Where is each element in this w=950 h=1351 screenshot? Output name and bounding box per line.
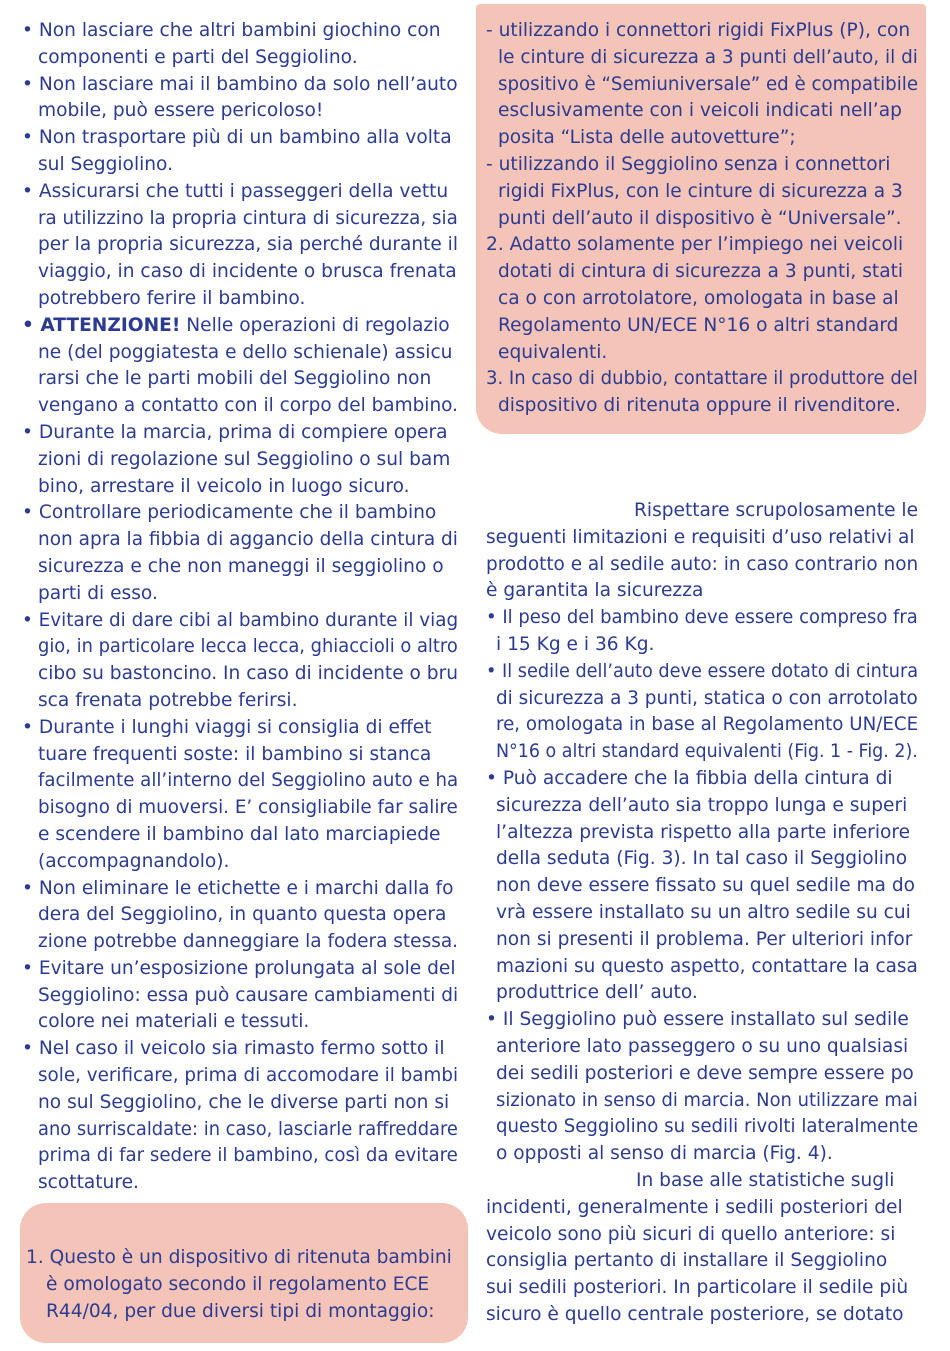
right-column-line: [486, 605, 918, 632]
line-text: ca o con arrotolatore, omologata in base al: [498, 287, 899, 309]
line-text: dei sedili posteriori e deve sempre essere po: [496, 1062, 914, 1084]
line-text: e scendere il bambino dal lato marciapiede: [38, 823, 441, 845]
line-text: vengano a contatto con il corpo del bambino.: [38, 395, 458, 417]
right-box-line: [486, 366, 918, 393]
line-text: sca frenata potrebbe ferirsi.: [38, 689, 298, 711]
line-text: o opposti al senso di marcia (Fig. 4).: [496, 1143, 833, 1165]
line-text: (accompagnandolo).: [38, 850, 230, 872]
right-box-line: [486, 179, 918, 206]
right-column-line: [486, 980, 918, 1007]
line-text: re, omologata in base al Regolamento UN/ECE: [496, 714, 919, 736]
line-text: le cinture di sicurezza a 3 punti dell’auto, il di: [498, 46, 918, 68]
right-box-text: [486, 18, 918, 420]
left-column-line: [22, 1143, 458, 1170]
left-box-line: [26, 1245, 458, 1272]
right-column-line: [486, 578, 918, 605]
line-text: Seggiolino: essa può causare cambiamenti di: [38, 984, 459, 1006]
right-column-line: [486, 1114, 918, 1141]
line-text: i 15 Kg e i 36 Kg.: [496, 633, 655, 655]
right-box-line: [486, 313, 918, 340]
line-text: 2. Adatto solamente per l’impiego nei veicoli: [486, 234, 904, 256]
line-text: • Non lasciare mai il bambino da solo nell’auto: [22, 73, 458, 95]
left-column-line: [22, 983, 458, 1010]
left-column-line: [22, 232, 458, 259]
line-text: • Controllare periodicamente che il bambino: [22, 502, 437, 524]
right-column-line: [486, 498, 918, 525]
line-text: componenti e parti del Seggiolino.: [38, 46, 358, 68]
right-column-line: [486, 686, 918, 713]
line-text: R44/04, per due diversi tipi di montaggio:: [46, 1300, 435, 1322]
line-text: scottature.: [38, 1172, 139, 1194]
line-text: - utilizzando i connettori rigidi FixPlus (P), con: [486, 20, 911, 41]
line-text: • Evitare un’esposizione prolungata al sole del: [22, 957, 456, 979]
right-box-line: [486, 206, 918, 233]
line-text: non deve essere fissato su quel sedile ma do: [496, 875, 916, 897]
left-column-line: [22, 447, 458, 474]
right-box-line: [486, 259, 918, 286]
line-text: 1. Questo è un dispositivo di ritenuta bambini: [26, 1247, 452, 1268]
line-text: • Il peso del bambino deve essere compreso fra: [486, 607, 918, 629]
line-text: seguenti limitazioni e requisiti d’uso relativi al: [486, 526, 915, 548]
right-column-line: [486, 632, 918, 659]
right-box-line: [486, 125, 918, 152]
line-text: Regolamento UN/ECE N°16 o altri standard: [498, 314, 899, 336]
line-text: Rispettare scrupolosamente le: [634, 500, 919, 521]
left-column-line: [22, 688, 458, 715]
line-text: dispositivo di ritenuta oppure il rivenditore.: [498, 395, 901, 417]
line-text: equivalenti.: [498, 341, 608, 363]
line-text: posita “Lista delle autovetture”;: [498, 127, 796, 149]
line-text: sicurezza e che non maneggi il seggiolino o: [38, 555, 444, 577]
left-column-line: [22, 1063, 458, 1090]
line-text: zioni di regolazione sul Seggiolino o sul bam: [38, 448, 451, 470]
line-text: sicuro è quello centrale posteriore, se dotato: [486, 1303, 904, 1325]
line-text: incidenti, generalmente i sedili posteriori del: [486, 1196, 903, 1218]
right-box-line: [486, 72, 918, 99]
line-text: colore nei materiali e tessuti.: [38, 1011, 310, 1033]
line-text: • Non eliminare le etichette e i marchi dalla fo: [22, 877, 454, 899]
left-column-line: [22, 527, 458, 554]
line-text: sui sedili posteriori. In particolare il sedile più: [486, 1277, 909, 1299]
line-text: anteriore lato passeggero o su uno qualsiasi: [496, 1035, 909, 1057]
right-column-line: [486, 525, 918, 552]
line-text: sicurezza dell’auto sia troppo lunga e superi: [496, 794, 908, 816]
line-text: 3. In caso di dubbio, contattare il produttore del: [486, 368, 918, 390]
left-column-line: [22, 366, 458, 393]
left-column-line: [22, 179, 458, 206]
line-text: sul Seggiolino.: [38, 153, 174, 175]
line-text: sole, verificare, prima di accomodare il bambi: [38, 1065, 459, 1087]
right-column-line: [486, 846, 918, 873]
line-text: di sicurezza a 3 punti, statica o con arrotolato: [496, 687, 918, 709]
right-column-line: [486, 900, 918, 927]
right-column-line: [486, 1275, 918, 1302]
line-text: • Non lasciare che altri bambini giochino con: [22, 20, 441, 41]
line-text: - utilizzando il Seggiolino senza i connettori: [486, 153, 891, 175]
left-column-line: [22, 98, 458, 125]
left-column-line: [22, 152, 458, 179]
line-text: • Durante i lunghi viaggi si consiglia di effet: [22, 716, 432, 738]
right-column-line: [486, 1195, 918, 1222]
left-column-line: [22, 634, 458, 661]
right-box-line: [486, 45, 918, 72]
left-column-line: [22, 72, 458, 99]
left-column-line: [22, 795, 458, 822]
line-text: • Il Seggiolino può essere installato sul sedile: [486, 1009, 909, 1031]
left-column-line: [22, 715, 458, 742]
left-column-line: [22, 1170, 458, 1197]
line-text: In base alle statistiche sugli: [636, 1169, 895, 1191]
right-box-line: [486, 393, 918, 420]
line-text: non si presenti il problema. Per ulteriori infor: [496, 928, 913, 950]
left-column-line: [22, 313, 458, 340]
right-column-line: [486, 1222, 918, 1249]
line-text: dera del Seggiolino, in quanto questa opera: [38, 904, 447, 926]
line-text: mobile, può essere pericoloso!: [38, 100, 324, 122]
line-text: esclusivamente con i veicoli indicati nell’ap: [498, 100, 902, 122]
right-column-line: [486, 739, 918, 766]
line-text: • Non trasportare più di un bambino alla volta: [22, 127, 452, 149]
line-text: punti dell’auto il dispositivo è “Universale”.: [498, 207, 902, 229]
right-column-line: [486, 712, 918, 739]
left-box-text: [26, 1245, 458, 1325]
left-column-line: [22, 286, 458, 313]
line-text: spositivo è “Semiuniversale” ed è compatibile: [498, 73, 919, 95]
left-column-line: [22, 206, 458, 233]
right-column-line: [486, 659, 918, 686]
line-text: sizionato in senso di marcia. Non utilizzare mai: [496, 1089, 918, 1111]
line-text: cibo su bastoncino. In caso di incidente o bru: [38, 663, 459, 685]
right-column-line: [486, 820, 918, 847]
left-column-line: [22, 768, 458, 795]
line-text: zione potrebbe danneggiare la fodera stessa.: [38, 931, 459, 953]
line-text: è omologato secondo il regolamento ECE: [46, 1273, 430, 1295]
line-text: non apra la fibbia di aggancio della cintura di: [38, 529, 458, 551]
left-column-line: [22, 608, 458, 635]
line-text: ano surriscaldate: in caso, lasciarle raffreddare: [38, 1118, 458, 1140]
left-column-line: [22, 340, 458, 367]
line-text: consiglia pertanto di installare il Seggiolino: [486, 1250, 888, 1272]
left-box-line: [26, 1299, 458, 1326]
line-text: prima di far sedere il bambino, così da evitare: [38, 1145, 458, 1167]
left-column-line: [22, 45, 458, 72]
line-text: N°16 o altri standard equivalenti (Fig. 1 - Fig. 2).: [496, 741, 918, 763]
line-text: prodotto e al sedile auto: in caso contrario non: [486, 553, 919, 575]
line-text: bino, arrestare il veicolo in luogo sicuro.: [38, 475, 410, 497]
line-text: ra utilizzino la propria cintura di sicurezza, sia: [38, 207, 458, 229]
left-column-line: [22, 1090, 458, 1117]
left-column-line: [22, 822, 458, 849]
left-column-line: [22, 420, 458, 447]
line-text: • Nel caso il veicolo sia rimasto fermo sotto il: [22, 1038, 445, 1060]
left-column-line: [22, 1036, 458, 1063]
left-column-line: [22, 581, 458, 608]
line-text: • Evitare di dare cibi al bambino durante il viag: [22, 609, 459, 631]
right-column-line: [486, 1302, 918, 1329]
right-column-line: [486, 954, 918, 981]
line-text: no sul Seggiolino, che le diverse parti non si: [38, 1091, 450, 1113]
line-text: tuare frequenti soste: il bambino si stanca: [38, 743, 432, 765]
left-column-line: [22, 554, 458, 581]
line-text: • Il sedile dell’auto deve essere dotato di cintura: [486, 660, 919, 682]
left-column-line: [22, 956, 458, 983]
right-column-line: [486, 1034, 918, 1061]
line-text: • Può accadere che la fibbia della cintura di: [486, 767, 893, 789]
line-text: • Durante la marcia, prima di compiere opera: [22, 421, 448, 443]
right-column-line: [486, 1061, 918, 1088]
left-column-line: [22, 393, 458, 420]
line-text: gio, in particolare lecca lecca, ghiaccioli o altro: [38, 636, 458, 658]
left-column-line: [22, 259, 458, 286]
left-column-line: [22, 1009, 458, 1036]
line-text: • Assicurarsi che tutti i passeggeri della vettu: [22, 180, 449, 202]
line-text: questo Seggiolino su sedili rivolti lateralmente: [496, 1116, 919, 1138]
attention-label: • ATTENZIONE!: [22, 314, 181, 336]
left-column-line: [22, 849, 458, 876]
left-column-line: [22, 125, 458, 152]
left-column-warnings: [22, 18, 458, 1197]
left-column-line: [22, 661, 458, 688]
right-box-line: [486, 18, 918, 45]
left-column-line: [22, 742, 458, 769]
right-column-line: [486, 1248, 918, 1275]
line-text: parti di esso.: [38, 582, 158, 604]
right-box-line: [486, 98, 918, 125]
left-column-line: [22, 876, 458, 903]
left-column-line: [22, 474, 458, 501]
right-column-line: [486, 1141, 918, 1168]
right-column-line: [486, 766, 918, 793]
right-column-line: [486, 873, 918, 900]
line-text: Nelle operazioni di regolazio: [186, 314, 450, 336]
left-column-line: [22, 929, 458, 956]
line-text: mazioni su questo aspetto, contattare la casa: [496, 955, 918, 977]
line-text: vrà essere installato su un altro sedile su cui: [496, 901, 911, 923]
right-column-line: [486, 927, 918, 954]
left-column-line: [22, 500, 458, 527]
line-text: bisogno di muoversi. E’ consigliabile far salire: [38, 797, 458, 819]
left-column-line: [22, 902, 458, 929]
right-column-line: [486, 1088, 918, 1115]
right-column-line: [486, 1168, 918, 1195]
line-text: veicolo sono più sicuri di quello anteriore: si: [486, 1223, 896, 1245]
line-text: facilmente all’interno del Seggiolino auto e ha: [38, 770, 459, 792]
line-text: per la propria sicurezza, sia perché durante il: [38, 234, 458, 256]
right-box-line: [486, 340, 918, 367]
line-text: produttrice dell’ auto.: [496, 982, 698, 1004]
line-text: rarsi che le parti mobili del Seggiolino non: [38, 368, 432, 390]
line-text: l’altezza prevista rispetto alla parte inferiore: [496, 821, 911, 843]
line-text: potrebbero ferire il bambino.: [38, 287, 306, 309]
right-column-requirements: [486, 498, 918, 1329]
line-text: rigidi FixPlus, con le cinture di sicurezza a 3: [498, 180, 903, 202]
right-box-line: [486, 152, 918, 179]
line-text: è garantita la sicurezza: [486, 580, 704, 602]
right-column-line: [486, 1007, 918, 1034]
line-text: viaggio, in caso di incidente o brusca frenata: [38, 261, 457, 283]
right-column-line: [486, 552, 918, 579]
right-box-line: [486, 232, 918, 259]
left-column-line: [22, 1117, 458, 1144]
left-box-line: [26, 1272, 458, 1299]
left-column-line: [22, 18, 458, 45]
line-text: della seduta (Fig. 3). In tal caso il Seggiolino: [496, 848, 908, 870]
right-box-line: [486, 286, 918, 313]
right-column-line: [486, 793, 918, 820]
line-text: ne (del poggiatesta e dello schienale) assicu: [38, 341, 453, 363]
line-text: dotati di cintura di sicurezza a 3 punti, stati: [498, 261, 904, 283]
